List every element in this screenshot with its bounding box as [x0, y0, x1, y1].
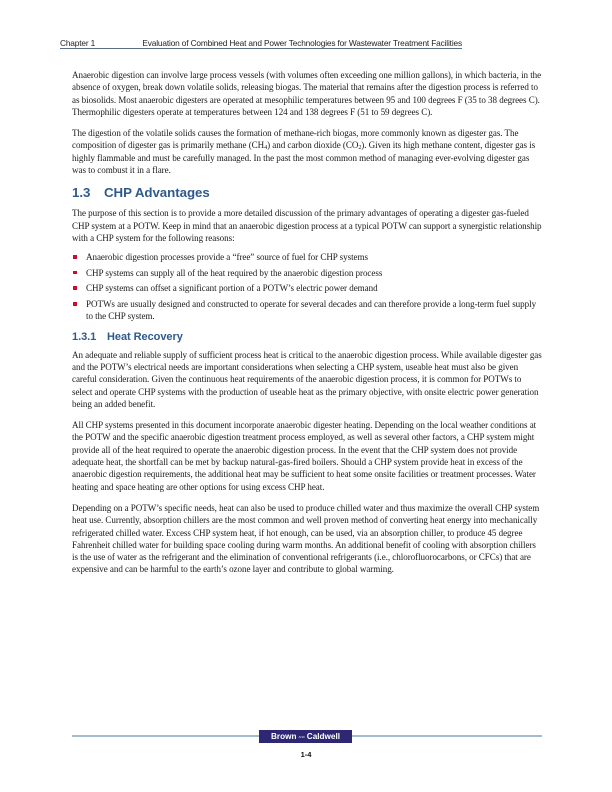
subsection-heading	[72, 330, 542, 344]
subsection-number: 1.3.1	[72, 330, 97, 343]
section-heading	[72, 185, 542, 201]
paragraph-heat-recovery-1: An adequate and reliable supply of sufficient process heat is critical to the anaerobic digestion process. While available digester gas and the POTW’s electrical needs are important considerations when selecting a CHP system, useable heat must also be given careful consideration. Given the continuous heat requirements of the anaerobic digestion process, it is common for POTWs to select and operate CHP systems with the production of useable heat as the primary objective, with onsite electric power generation being an added benefit.	[72, 349, 542, 409]
bullet-square-icon	[73, 286, 77, 290]
paragraph-heat-recovery-3: Depending on a POTW’s specific needs, heat can also be used to produce chilled water and thus maximize the overall CHP system heat use. Currently, absorption chillers are the most common and well proven method of converting heat energy into mechanically refrigerated chilled water. Excess CHP system heat, if hot enough, can be used, via an absorption chiller, to produce 45 degree Fahrenheit chilled water for building space cooling during warm months. An additional benefit of cooling with absorption chillers is the use of water as the refrigerant and the elimination of conventional refrigerants (i.e., chlorofluorocarbons, or CFCs) that are expensive and can be harmful to the earth’s ozone layer and contribute to global warming.	[72, 502, 540, 575]
header-rule	[60, 48, 462, 49]
body-content	[72, 69, 542, 585]
advantages-list	[72, 251, 542, 322]
page-number: 1-4	[300, 750, 312, 759]
list-item: Anaerobic digestion processes provide a “free” source of fuel for CHP systems	[72, 251, 542, 263]
section-title: CHP Advantages	[104, 185, 210, 201]
list-item: CHP systems can supply all of the heat required by the anaerobic digestion process	[72, 267, 542, 279]
paragraph-heat-recovery-2: All CHP systems presented in this document incorporate anaerobic digester heating. Depending on the local weather conditions at the POTW and the specific anaerobic digestion treatment process employed, as well as several other factors, a CHP system might provide all of the heat required to operate the anaerobic digestion process. In the event that the CHP system does not provide adequate heat, the shortfall can be met by backup natural-gas-fired boilers. Should a CHP system provide heat in excess of the anaerobic digestion requirements, the additional heat may be sufficient to heat some onsite facilities or treatment processes. Water heating and space heating are other options for using excess CHP heat.	[72, 420, 537, 492]
bullet-square-icon	[73, 302, 77, 306]
bullet-square-icon	[73, 255, 77, 259]
paragraph-anaerobic-digestion: Anaerobic digestion can involve large process vessels (with volumes often exceeding one million gallons), in which bacteria, in the absence of oxygen, break down volatile solids, releasing biogas. The material that remains after the digestion process is referred to as biosolids. Most anaerobic digesters are operated at mesophilic temperatures between 95 and 100 degrees F (35 to 38 degrees C). Thermophilic digesters operate at temperatures between 124 and 138 degrees F (51 to 59 degrees C).	[72, 70, 542, 117]
bullet-square-icon	[73, 271, 77, 275]
list-item: CHP systems can offset a significant portion of a POTW’s electric power demand	[72, 282, 542, 294]
section-number: 1.3	[72, 185, 91, 201]
list-item: POTWs are usually designed and constructed to operate for several decades and can therefore provide a long-term fuel supply to the CHP system.	[72, 298, 542, 323]
paragraph-section-intro: The purpose of this section is to provide a more detailed discussion of the primary advantages of operating a digester gas-fueled CHP system at a POTW. Keep in mind that an anaerobic digestion process at a typical POTW can support a synergistic relationship with a CHP system for the following reasons:	[72, 208, 542, 243]
subsection-title: Heat Recovery	[107, 330, 183, 343]
running-header	[60, 38, 462, 48]
paragraph-digester-gas: The digestion of the volatile solids causes the formation of methane-rich biogas, more commonly known as digester gas. The composition of digester gas is primarily methane $(CH_4)$ and carbon dioxide $(CO_2)$. Given its high methane content, digester gas is highly flammable and must be carefully managed. In the past the most common method of managing ever-evolving digester gas was to combust it in a flare.	[72, 128, 536, 176]
header-chapter: Chapter 1	[60, 38, 96, 48]
header-title: Evaluation of Combined Heat and Power Technologies for Wastewater Treatment Facilities	[142, 38, 462, 48]
brown-and-caldwell-logo: Brown AND Caldwell	[259, 730, 352, 743]
